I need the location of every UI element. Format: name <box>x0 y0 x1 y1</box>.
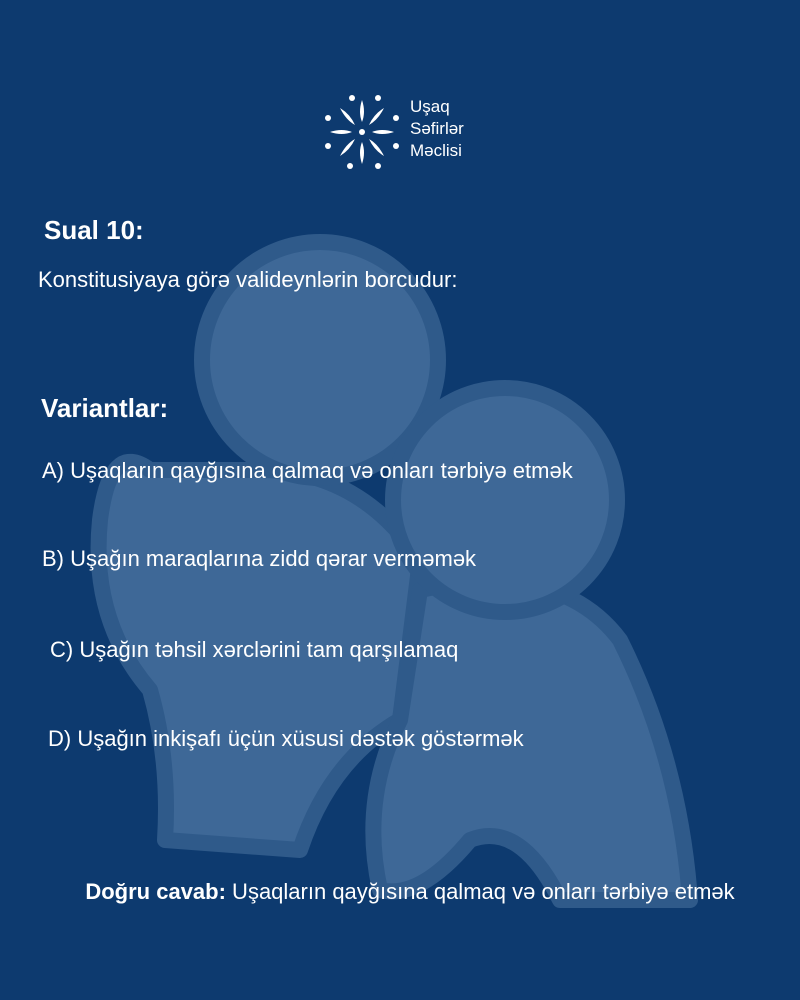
brand-logo <box>322 92 492 172</box>
brand-name-line-2: Səfirlər <box>410 119 464 138</box>
correct-answer-text: Uşaqların qayğısına qalmaq və onları tərbiyə etmək <box>225 879 735 904</box>
option-d: D) Uşağın inkişafı üçün xüsusi dəstək göstərmək <box>48 726 524 751</box>
option-b: B) Uşağın maraqlarına zidd qərar verməmək <box>42 546 477 571</box>
sunburst-logo-icon <box>322 92 402 172</box>
right-figure-head <box>393 388 617 612</box>
brand-name <box>410 96 464 162</box>
question-title: Sual 10: <box>44 215 144 245</box>
option-c: C) Uşağın təhsil xərclərini tam qarşılamaq <box>50 637 459 662</box>
option-a: A) Uşaqların qayğısına qalmaq və onları tərbiyə etmək <box>42 458 573 483</box>
question-text: Konstitusiyaya görə valideynlərin borcudur: <box>38 267 458 292</box>
options-title: Variantlar: <box>41 393 169 423</box>
correct-answer <box>30 873 790 910</box>
correct-answer-label: Doğru cavab: <box>85 879 226 904</box>
brand-name-line-1: Uşaq <box>410 97 450 116</box>
brand-name-line-3: Məclisi <box>410 141 462 160</box>
